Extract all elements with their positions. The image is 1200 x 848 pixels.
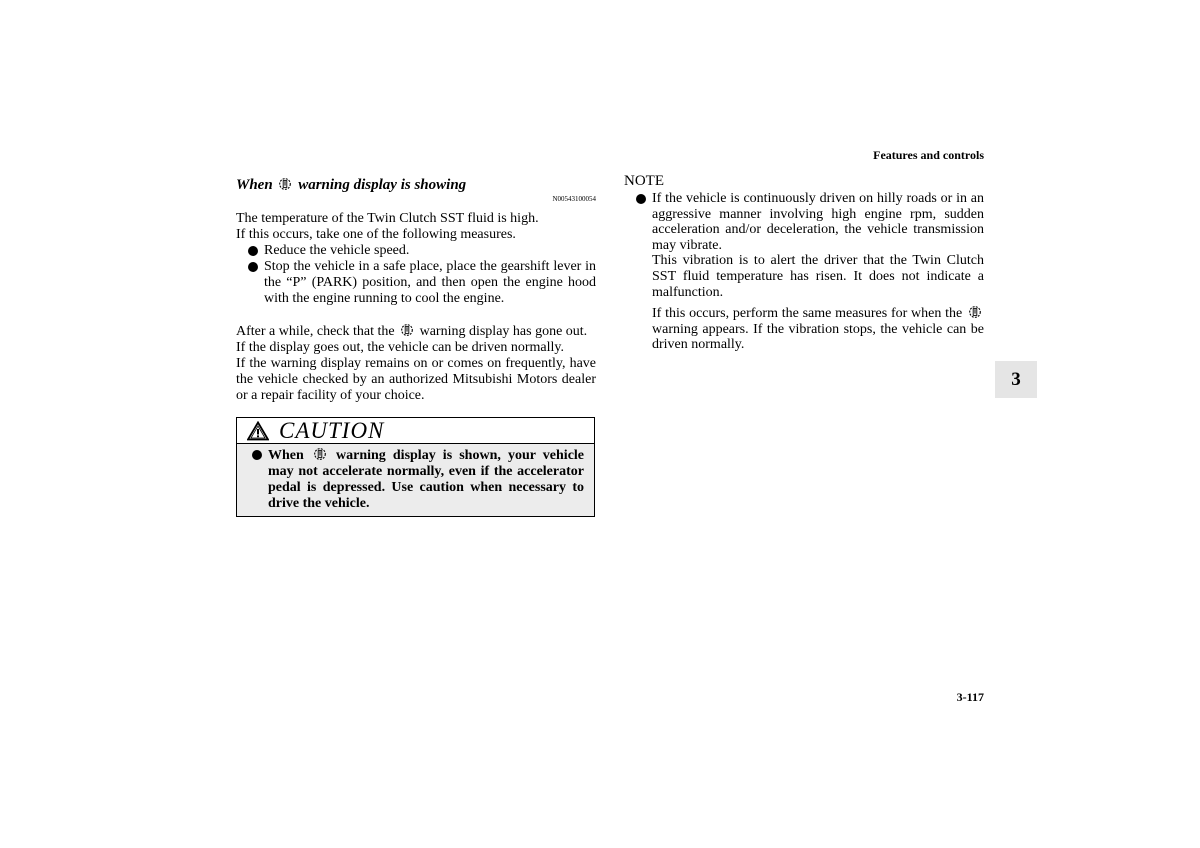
- caution-body: [237, 444, 594, 516]
- transmission-temp-warning-icon: [400, 323, 414, 337]
- section-title: [236, 175, 596, 195]
- transmission-temp-warning-icon: [968, 305, 982, 319]
- bullet-icon: [248, 246, 258, 256]
- note-paragraph-2: If this occurs, perform the same measures for when the warning appears. If the vibration stops, the vehicle can be driven normally.: [652, 306, 984, 353]
- reference-code: N00543100054: [552, 195, 596, 203]
- right-column: [624, 173, 984, 353]
- caution-header: [237, 418, 594, 444]
- title-text-before: When: [236, 177, 273, 193]
- bullet-icon: [252, 450, 262, 460]
- note-label: NOTE: [624, 173, 664, 189]
- note-item: If the vehicle is continuously driven on hilly roads or in an aggressive manner involving high engine rpm, sudden acceleration and/or deceleration, the vehicle transmission may vibrate.: [624, 191, 984, 253]
- chapter-tab: 3: [995, 361, 1037, 398]
- bullet-icon: [636, 194, 646, 204]
- caution-title: CAUTION: [279, 417, 385, 443]
- display-out-paragraph: If the display goes out, the vehicle can be driven normally.: [236, 340, 564, 355]
- transmission-temp-warning-icon: [313, 447, 327, 461]
- check-paragraph: After a while, check that the warning display has gone out.: [236, 324, 588, 339]
- caution-box: [236, 417, 595, 517]
- list-item: Stop the vehicle in a safe place, place the gearshift lever in the “P” (PARK) position, and then open the engine hood with the engine running to cool the engine.: [236, 259, 596, 307]
- warning-triangle-icon: [247, 421, 269, 441]
- left-column: [236, 175, 596, 517]
- note-list: [624, 191, 984, 253]
- page-number: 3-117: [956, 690, 984, 704]
- list-item: Reduce the vehicle speed.: [236, 243, 596, 259]
- caution-item: When warning display is shown, your vehicle may not accelerate normally, even if the accelerator pedal is depressed. Use caution when necessary to drive the vehicle.: [237, 447, 584, 512]
- bullet-icon: [248, 262, 258, 272]
- transmission-temp-warning-icon: [278, 177, 292, 191]
- remains-paragraph: If the warning display remains on or comes on frequently, have the vehicle checked by an authorized Mitsubishi Motors dealer or a repair facility of your choice.: [236, 356, 596, 403]
- measures-list: [236, 243, 596, 307]
- intro-line-1: The temperature of the Twin Clutch SST fluid is high.: [236, 211, 539, 226]
- note-paragraph-1: This vibration is to alert the driver that the Twin Clutch SST fluid temperature has risen. It does not indicate a malfunction.: [652, 253, 984, 300]
- running-header: Features and controls: [873, 148, 984, 162]
- intro-line-2: If this occurs, take one of the following measures.: [236, 227, 516, 242]
- title-text-after: warning display is showing: [298, 177, 467, 193]
